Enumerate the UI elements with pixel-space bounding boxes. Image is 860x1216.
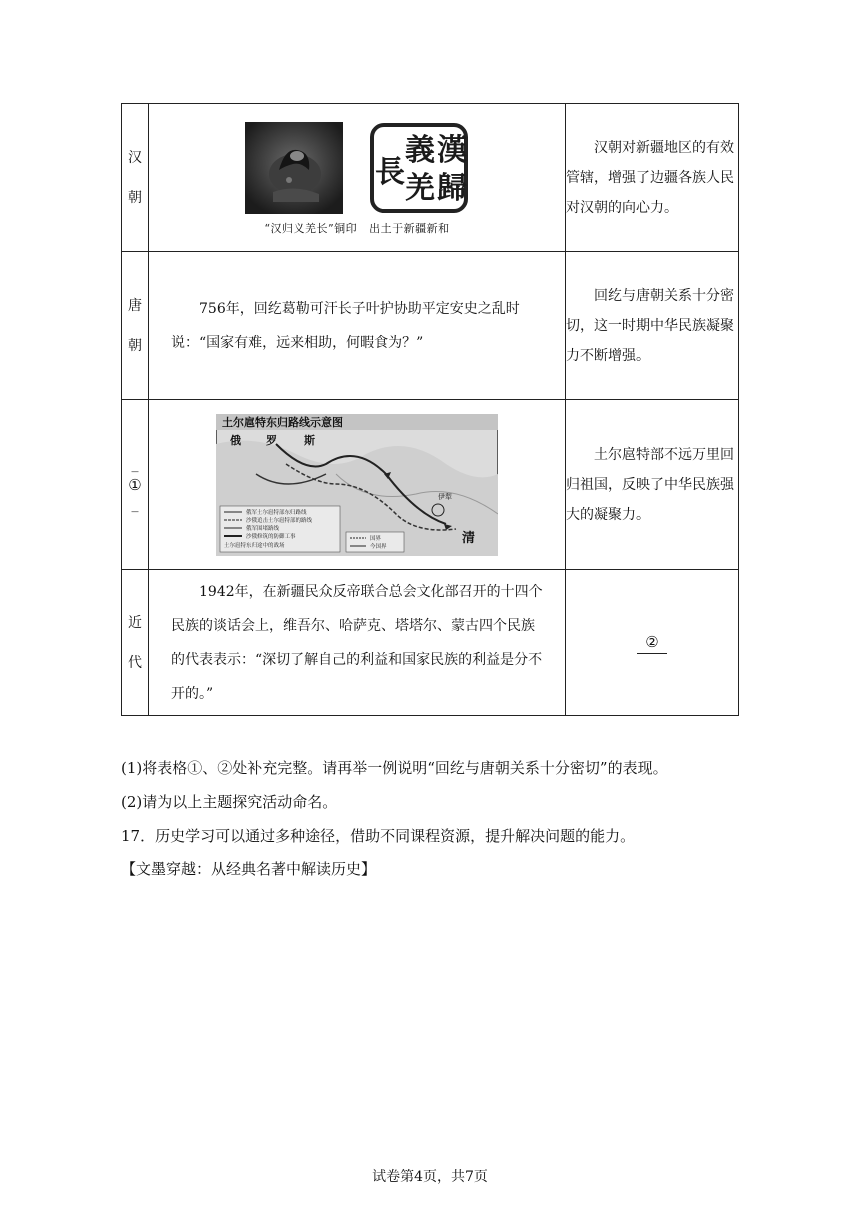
image-caption [149, 220, 565, 236]
era-dash: _ [131, 456, 139, 473]
history-table [121, 103, 739, 716]
question-17: 17．历史学习可以通过多种途径，借助不同课程资源，提升解决问题的能力。 [121, 827, 636, 845]
note-cell-tang [566, 252, 739, 400]
content-cell-map [149, 400, 566, 570]
content-text: 1942年，在新疆民众反帝联合总会文化部召开的十四个民族的谈话会上，维吾尔、哈萨克、塔塔尔、蒙古四个民族的代表表示：“深切了解自己的利益和国家民族的利益是分不开的。” [171, 583, 543, 702]
table-row-qing [122, 400, 739, 570]
seal-char-qiang: 長 [375, 154, 405, 190]
seal-char-gui: 義 [405, 132, 435, 168]
legend-item: 俄军土尔扈特部东归路线 [246, 509, 307, 516]
map-label-russia1: 俄 [230, 433, 241, 447]
legend-item: 沙俄追击土尔扈特部的路线 [246, 517, 313, 524]
note-cell-modern [566, 570, 739, 716]
note-cell-qing [566, 400, 739, 570]
legend-item: 沙俄修筑的防御工事 [246, 533, 296, 540]
seal-char-yi: 羌 [405, 170, 435, 206]
note-cell-han [566, 104, 739, 252]
map-label-qing: 清 [462, 530, 476, 546]
seal-imprint [369, 122, 469, 214]
era-char: 近 [128, 614, 142, 631]
question-1: (1)将表格①、②处补充完整。请再举一例说明“回纥与唐朝关系十分密切”的表现。 [121, 759, 668, 777]
legend-item: 土尔扈特东归途中的战场 [224, 542, 285, 549]
seal-char-han: 漢 [437, 132, 467, 168]
era-char: 唐 [128, 297, 142, 314]
table-row-tang [122, 252, 739, 400]
table-row-han [122, 104, 739, 252]
note-text: 回纥与唐朝关系十分密切，这一时期中华民族凝聚力不断增强。 [566, 287, 734, 364]
legend-item: 俄军围堵路线 [246, 525, 280, 532]
era-cell-blank1 [122, 400, 149, 570]
content-cell-modern [149, 570, 566, 716]
era-char: 朝 [128, 337, 142, 354]
table-row-modern [122, 570, 739, 716]
map-label-russia3: 斯 [304, 433, 315, 447]
torghut-route-map [216, 414, 498, 556]
blank-marker-2: ② [637, 631, 667, 654]
note-text: 汉朝对新疆地区的有效管辖，增强了边疆各族人民对汉朝的向心力。 [566, 139, 734, 216]
page-footer: 试卷第4页，共7页 [372, 1169, 488, 1185]
era-cell-modern [122, 570, 149, 716]
content-text: 756年，回纥葛勒可汗长子叶护协助平定安史之乱时说：“国家有难，远来相助，何暇食为？” [171, 300, 520, 351]
era-dash: _ [131, 496, 139, 513]
caption-left: “汉归义羌长”铜印 [264, 221, 358, 235]
map-title: 土尔扈特东归路线示意图 [222, 415, 343, 429]
blank-marker-1: ① [128, 475, 142, 494]
legend-item: 国界 [370, 535, 382, 542]
map-label-ili: 伊犁 [438, 492, 452, 501]
era-cell-han [122, 104, 149, 252]
seal-char-han2: 歸 [437, 170, 467, 206]
content-cell-tang [149, 252, 566, 400]
question-2: (2)请为以上主题探究活动命名。 [121, 793, 338, 811]
era-cell-tang [122, 252, 149, 400]
note-text: 土尔扈特部不远万里回归祖国，反映了中华民族强大的凝聚力。 [566, 446, 734, 523]
legend-item: 今国界 [370, 543, 387, 550]
seal-photo [245, 122, 343, 214]
section-heading: 【文墨穿越：从经典名著中解读历史】 [121, 860, 377, 878]
caption-right: 出土于新疆新和 [369, 221, 450, 235]
map-label-russia2: 罗 [266, 433, 277, 447]
era-char: 朝 [128, 189, 142, 206]
era-char: 代 [128, 654, 142, 671]
era-char: 汉 [128, 149, 142, 166]
content-cell-han [149, 104, 566, 252]
